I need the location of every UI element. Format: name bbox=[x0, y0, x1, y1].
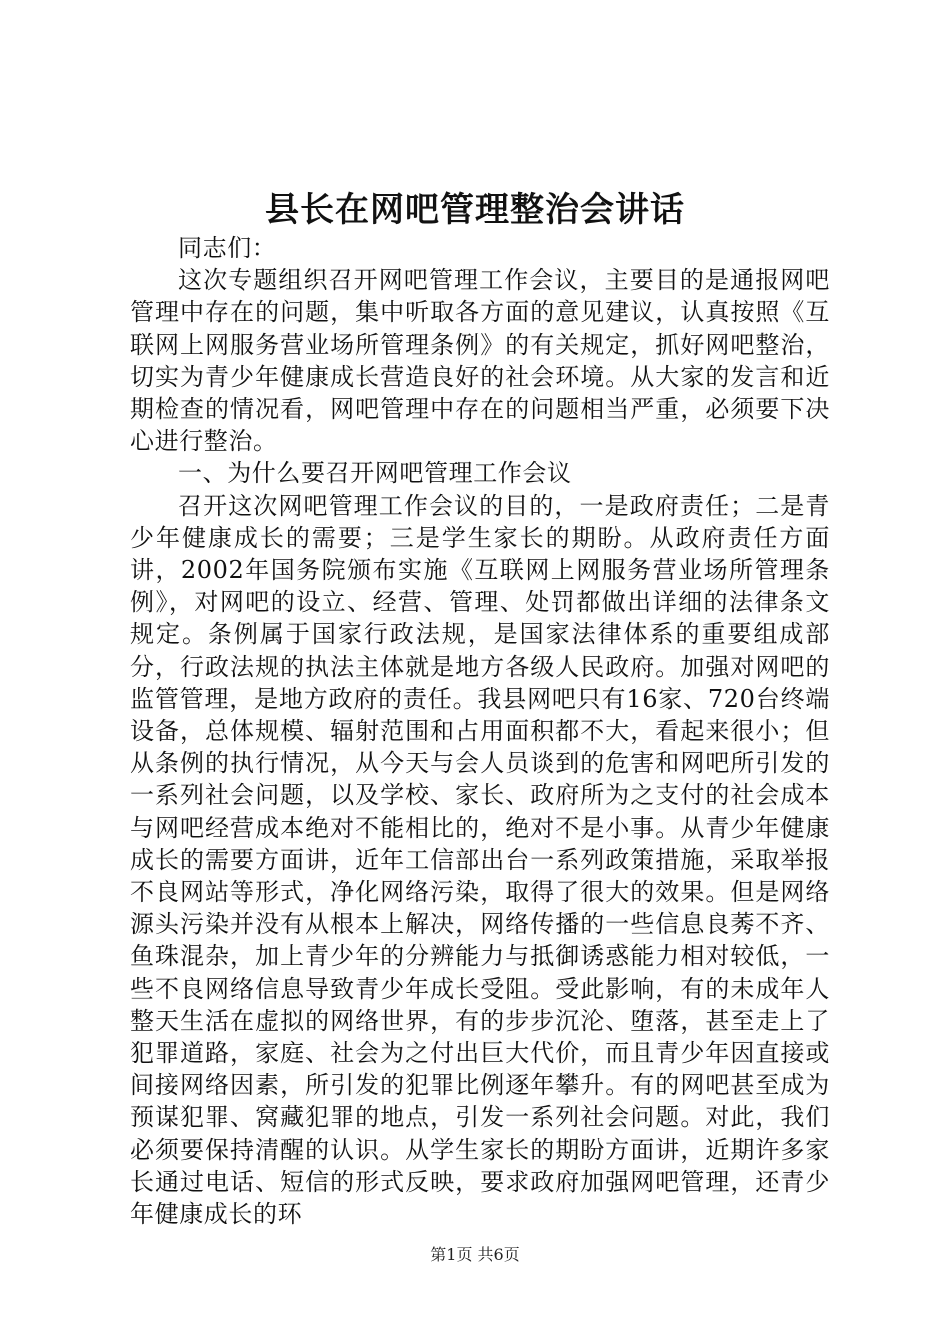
page-number-footer: 第1页 共6页 bbox=[430, 1245, 520, 1264]
paragraph-intro: 这次专题组织召开网吧管理工作会议，主要目的是通报网吧管理中存在的问题，集中听取各方面的意见建议，认真按照《互联网上网服务营业场所管理条例》的有关规定，抓好网吧整治，切实为青少年健康成长营造良好的社会环境。从大家的发言和近期检查的情况看，网吧管理中存在的问题相当严重，必须要下决心进行整治。 bbox=[130, 266, 830, 456]
section-heading: 一、为什么要召开网吧管理工作会议 bbox=[178, 459, 572, 488]
document-title: 县长在网吧管理整治会讲话 bbox=[265, 190, 685, 230]
document-body bbox=[130, 232, 830, 1230]
salutation: 同志们： bbox=[178, 234, 277, 262]
paragraph-section-one: 召开这次网吧管理工作会议的目的，一是政府责任；二是青少年健康成长的需要；三是学生家长的期盼。从政府责任方面讲，2002年国务院颁布实施《互联网上网服务营业场所管理条例》，对网吧的设立、经营、管理、处罚都做出详细的法律条文规定。条例属于国家行政法规，是国家法律体系的重要组成部分，行政法规的执法主体就是地方各级人民政府。加强对网吧的监管管理，是地方政府的责任。我县网吧只有16家、720台终端设备，总体规模、辐射范围和占用面积都不大，看起来很小；但从条例的执行情况，从今天与会人员谈到的危害和网吧所引发的一系列社会问题，以及学校、家长、政府所为之支付的社会成本与网吧经营成本绝对不能相比的，绝对不是小事。从青少年健康成长的需要方面讲，近年工信部出台一系列政策措施，采取举报不良网站等形式，净化网络污染，取得了很大的效果。但是网络源头污染并没有从根本上解决，网络传播的一些信息良莠不齐、鱼珠混杂，加上青少年的分辨能力与抵御诱惑能力相对较低，一些不良网络信息导致青少年成长受阻。受此影响，有的未成年人整天生活在虚拟的网络世界，有的步步沉沦、堕落，甚至走上了犯罪道路，家庭、社会为之付出巨大代价，而且青少年因直接或间接网络因素，所引发的犯罪比例逐年攀升。有的网吧甚至成为预谋犯罪、窝藏犯罪的地点，引发一系列社会问题。对此，我们必须要保持清醒的认识。从学生家长的期盼方面讲，近期许多家长通过电话、短信的形式反映，要求政府加强网吧管理，还青少年健康成长的环 bbox=[130, 491, 830, 1229]
